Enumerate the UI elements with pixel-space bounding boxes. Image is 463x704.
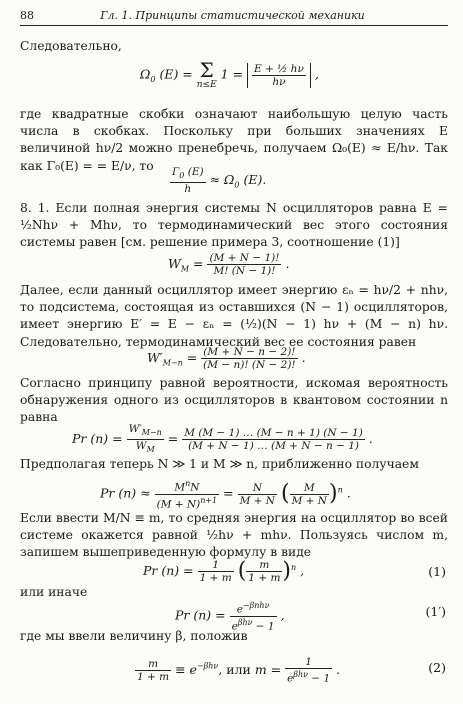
formula-omega0: $\Omega_0$ (E) = Σ n≤E 1 = $\frac{\text{E + ½ hν}}{h\nu}$ , <box>140 58 319 90</box>
formula-pr-m: Pr (n) = $\frac{1}{1 + m}$ ( $\frac{m}{1 + m}$ )$^n$ , <box>143 558 305 584</box>
paragraph-4: Далее, если данный осциллятор имеет энергию εₙ = hν/2 + nhν, то подсистема, состоящая из оставшихся (N − 1) осцилляторов, имеет энергию E′ = E − εₙ = (½)(N − 1) hν + (M − n) hν. Следовательно, термодинамический вес ее состояния равен <box>20 283 448 349</box>
paragraph-8: или иначе <box>20 585 88 599</box>
formula-beta-def: $\frac{m}{1 + m}$ ≡ $e^{-\beta h\nu}$, или m = 1 $e^{\beta h\nu} - 1$ . <box>137 656 341 685</box>
page-number: 88 <box>20 9 34 22</box>
paragraph-9: где мы ввели величину β, положив <box>20 629 248 643</box>
formula-wm: $W_M$ = $\frac{(M + N - 1)!}{M! (N - 1)!}$ . <box>168 252 290 277</box>
paragraph-5: Согласно принципу равной вероятности, искомая вероятность обнаружения одного из осцилляторов в квантовом состоянии n равна <box>20 376 448 425</box>
formula-gamma0: $\frac{\Gamma_0 (E)}{h}$ ≈ $\Omega_0$ (E). <box>172 166 267 196</box>
equation-number-2: (2) <box>428 660 446 675</box>
paragraph-3: 8. 1. Если полная энергия системы N осцилляторов равна E = ½Nhν + Mhν, то термодинамический вес этого состояния системы равен [см. решение примера 3, соотношение (1)] <box>20 201 448 250</box>
equation-number-1-prime: (1′) <box>425 604 446 619</box>
header-rule <box>20 25 448 26</box>
formula-pr-exact: Pr (n) = $\frac{W'_{M-n}}{W_M}$ = $\frac{M (M - 1) \dots (M - n + 1) (N - 1)}{(M + N - 1) \dots (M + N - n - 1)}$ . <box>72 423 373 455</box>
chapter-title: Гл. 1. Принципы статистической механики <box>100 9 365 22</box>
paragraph-1: Следовательно, <box>20 39 122 53</box>
formula-pr-approx: Pr (n) ≈ $M^nN$ $(M + N)^{n+1}$ = $\frac{N}{M + N}$ ( $\frac{M}{M + N}$ )$^n$ . <box>100 479 351 510</box>
running-header <box>20 9 445 25</box>
equation-number-1: (1) <box>428 564 446 579</box>
paragraph-2: где квадратные скобки означают наибольшую целую часть числа в скобках. Поскольку при больших значениях E величиной hν/2 можно пренебречь, получаем Ω₀(E) ≈ E/hν. Так как Γ₀(E) = = E/ν, то <box>20 107 448 173</box>
paragraph-7: Если ввести M/N ≡ m, то средняя энергия на осциллятор во всей системе окажется равной ½hν + mhν. Пользуясь числом m, запишем вышеприведенную формулу в виде <box>20 511 448 560</box>
formula-wm-n: $W'_{M-n}$ = $\frac{(M + N - n - 2)!}{(M - n)! (N - 2)!}$ . <box>147 346 306 371</box>
formula-pr-beta: Pr (n) = $e^{-\beta nh\nu}$ $e^{\beta h\nu} - 1$ , <box>175 601 285 632</box>
paragraph-6: Предполагая теперь N ≫ 1 и M ≫ n, приближенно получаем <box>20 457 419 471</box>
